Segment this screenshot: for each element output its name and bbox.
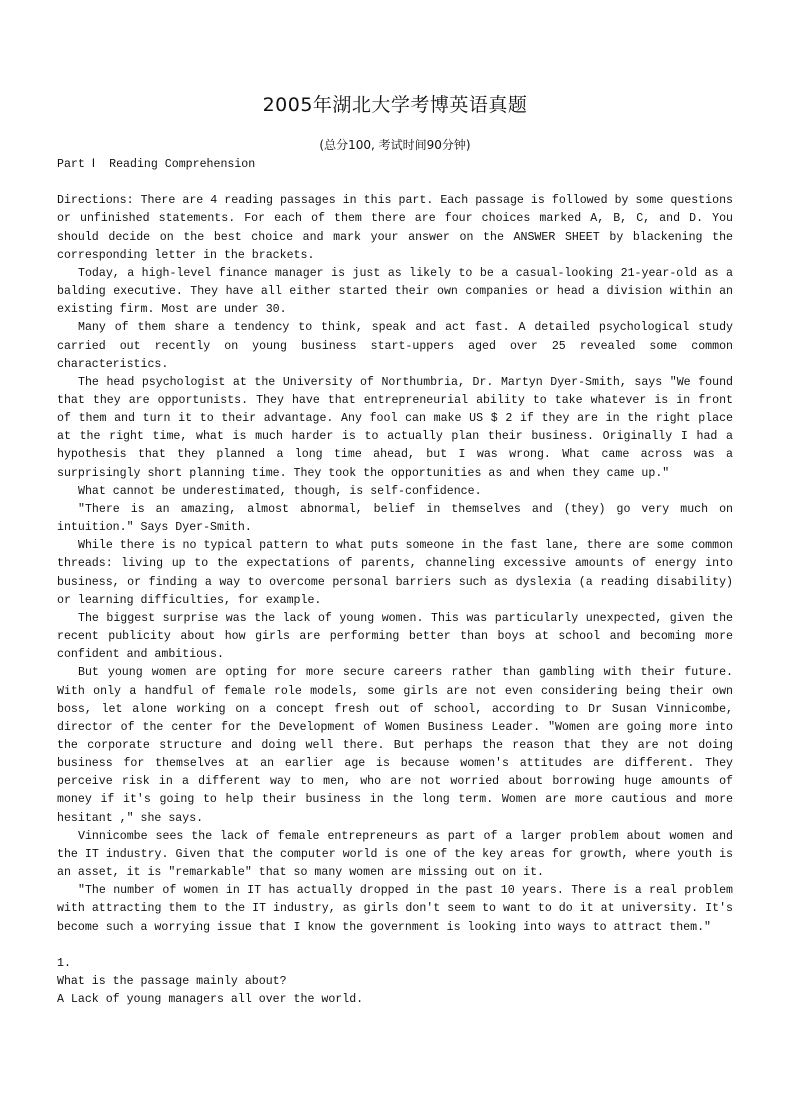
passage-paragraph: But young women are opting for more secure careers rather than gambling with their future. With only a handful of female role models, some girls are not even considering being their own boss, let alone working on a concept fresh out of school, according to Dr Susan Vinnicombe, director of the center for the Development of Women Business Leader. "Women are going more into the corporate structure and doing well there. But perhaps the reason that they are not doing business for themselves at an earlier age is because women's attitudes are different. They perceive risk in a different way to men, who are not worried about borrowing huge amounts of money if it's going to help their business in the long term. Women are more cautious and more hesitant ," she says. (57, 666, 733, 825)
passage-paragraph: Many of them share a tendency to think, speak and act fast. A detailed psychological study carried out recently on young business start-uppers aged over 25 revealed some common characteristics. (57, 321, 733, 371)
passage-paragraph: The head psychologist at the University of Northumbria, Dr. Martyn Dyer-Smith, says "We found that they are opportunists. They have that entrepreneurial ability to take whatever is in front of them and turn it to their advantage. Any fool can make US $ 2 if they are in the right place at the right time, what is much harder is to actually plan their business. Originally I had a hypothesis that they planned a long time ahead, but I was wrong. What came across was a surprisingly short planning time. They took the opportunities as and when they came up." (57, 375, 733, 480)
document-body (57, 156, 733, 1009)
passage-paragraph: Today, a high-level finance manager is just as likely to be a casual-looking 21-year-old as a balding executive. They have all either started their own companies or head a division within an existing firm. Most are under 30. (57, 266, 733, 317)
exam-info: (总分100, 考试时间90分钟) (319, 138, 471, 152)
passage-paragraph: While there is no typical pattern to what puts someone in the fast lane, there are some common threads: living up to the expectations of parents, channeling excessive amounts of energy into business, or finding a way to overcome personal barriers such as dyslexia (a reading disability) or learning difficulties, for example. (57, 539, 733, 607)
passage-paragraph: "The number of women in IT has actually dropped in the past 10 years. There is a real problem with attracting them to the IT industry, as girls don't seem to want to do it at university. It's become such a worrying issue that I know the government is looking into ways to attract them." (57, 884, 733, 934)
passage-paragraph: "There is an amazing, almost abnormal, belief in themselves and (they) go very much on intuition." Says Dyer-Smith. (57, 502, 733, 535)
passage-paragraph: What cannot be underestimated, though, is self-confidence. (78, 484, 482, 498)
passage-paragraph: The biggest surprise was the lack of young women. This was particularly unexpected, given the recent publicity about how girls are performing better than boys at school and becoming more confident and ambitious. (57, 611, 733, 662)
part-heading: Part Ⅰ Reading Comprehension (57, 158, 256, 171)
question-prompt: What is the passage mainly about? (57, 975, 287, 988)
passage-paragraph: Vinnicombe sees the lack of female entrepreneurs as part of a larger problem about women and the IT industry. Given that the computer world is one of the key areas for growth, where youth is an asset, it is "remarkable" that so many women are missing out on it. (57, 829, 733, 880)
answer-option-a: A Lack of young managers all over the world. (57, 993, 364, 1007)
directions-paragraph: Directions: There are 4 reading passages in this part. Each passage is followed by some questions or unfinished statements. For each of them there are four choices marked A, B, C, and D. You should decide on the best choice and mark your answer on the ANSWER SHEET by blackening the corresponding letter in the brackets. (57, 194, 733, 262)
question-block (57, 955, 733, 1009)
question-number: 1. (57, 956, 71, 970)
page-title: 2005年湖北大学考博英语真题 (262, 94, 528, 116)
